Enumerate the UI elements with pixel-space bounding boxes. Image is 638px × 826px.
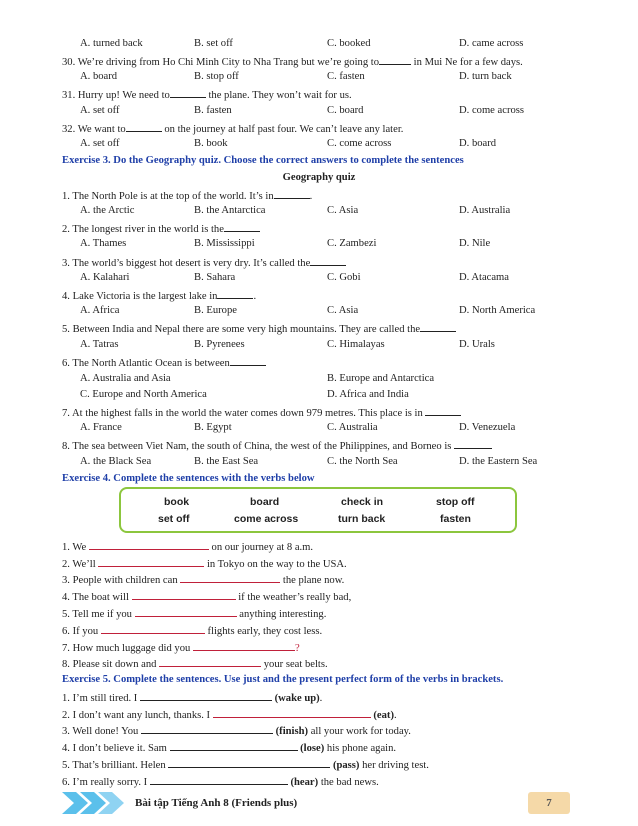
ex4-item-6-blank[interactable]: [101, 623, 205, 634]
verb-fasten: fasten: [440, 513, 471, 525]
q32-text: 32. We want to on the journey at half past four. We can’t leave any later.: [62, 121, 403, 136]
ex3-q2-option-b: B. Mississippi: [194, 238, 255, 249]
q29-option-c: C. booked: [327, 38, 371, 49]
verb-come-across: come across: [234, 513, 299, 525]
ex5-item-2: 2. I don’t want any lunch, thanks. I (eat).: [62, 707, 397, 722]
ex3-q7-option-a: A. France: [80, 422, 122, 433]
ex3-q7-option-d: D. Venezuela: [459, 422, 516, 433]
ex3-q6-blank[interactable]: [230, 355, 266, 366]
ex3-q3-option-b: B. Sahara: [194, 272, 236, 283]
ex5-item-4: 4. I don’t believe it. Sam (lose) his phone again.: [62, 740, 396, 755]
ex3-q1-blank[interactable]: [274, 188, 310, 199]
ex3-q5-blank[interactable]: [420, 321, 456, 332]
ex4-item-3-blank[interactable]: [180, 572, 280, 583]
ex3-q2-blank[interactable]: [224, 221, 260, 232]
ex4-item-7: 7. How much luggage did you ?: [62, 640, 300, 655]
ex3-q1-option-b: B. the Antarctica: [194, 205, 266, 216]
verb-box: [119, 487, 517, 533]
ex4-item-5: 5. Tell me if you anything interesting.: [62, 606, 326, 621]
double-chevron-icon: [62, 792, 124, 814]
ex3-q1-option-d: D. Australia: [459, 205, 511, 216]
ex3-q7-option-c: C. Australia: [327, 422, 378, 433]
ex3-q4-option-c: C. Asia: [327, 305, 359, 316]
ex3-q8-text: 8. The sea between Viet Nam, the south of China, the west of the Philippines, and Borneo is: [62, 438, 492, 453]
q30-text: 30. We’re driving from Ho Chi Minh City to Nha Trang but we’re going to in Mui Ne for a few days.: [62, 54, 523, 69]
q31-blank[interactable]: [170, 87, 206, 98]
ex3-q5-option-c: C. Himalayas: [327, 339, 385, 350]
ex5-item-5-blank[interactable]: [168, 757, 330, 768]
ex3-q4-option-a: A. Africa: [80, 305, 120, 316]
ex3-q5-option-b: B. Pyrenees: [194, 339, 245, 350]
ex4-item-7-blank[interactable]: [193, 640, 295, 651]
ex3-q6-option-b: B. Europe and Antarctica: [327, 373, 435, 384]
verb-set-off: set off: [158, 513, 190, 525]
ex3-q3-option-d: D. Atacama: [459, 272, 510, 283]
ex3-q1-option-a: A. the Arctic: [80, 205, 135, 216]
ex5-item-6-blank[interactable]: [150, 774, 288, 785]
ex4-item-6: 6. If you flights early, they cost less.: [62, 623, 322, 638]
ex3-q4-text: 4. Lake Victoria is the largest lake in .: [62, 288, 256, 303]
ex3-q5-text: 5. Between India and Nepal there are some very high mountains. They are called the: [62, 321, 456, 336]
ex3-q8-option-a: A. the Black Sea: [80, 456, 152, 467]
ex4-item-2: 2. We’ll in Tokyo on the way to the USA.: [62, 556, 347, 571]
geography-quiz-title: Geography quiz: [282, 172, 356, 183]
ex4-item-2-blank[interactable]: [98, 556, 204, 567]
ex4-item-1: 1. We on our journey at 8 a.m.: [62, 539, 313, 554]
ex3-q3-blank[interactable]: [310, 255, 346, 266]
q30-option-b: B. stop off: [194, 71, 239, 82]
exercise-3-heading: Exercise 3. Do the Geography quiz. Choose the correct answers to complete the sentences: [62, 155, 464, 166]
q29-option-b: B. set off: [194, 38, 233, 49]
q29-option-d: D. came across: [459, 38, 524, 49]
ex5-item-5: 5. That’s brilliant. Helen (pass) her driving test.: [62, 757, 429, 772]
verb-check-in: check in: [341, 496, 384, 508]
ex4-item-4-blank[interactable]: [132, 589, 236, 600]
q30-option-c: C. fasten: [327, 71, 365, 82]
ex3-q7-option-b: B. Egypt: [194, 422, 232, 433]
ex3-q3-option-c: C. Gobi: [327, 272, 361, 283]
ex3-q2-option-d: D. Nile: [459, 238, 491, 249]
q32-option-b: B. book: [194, 138, 228, 149]
q31-option-a: A. set off: [80, 105, 120, 116]
ex5-item-3-blank[interactable]: [141, 723, 273, 734]
q32-option-c: C. come across: [327, 138, 392, 149]
ex3-q3-text: 3. The world’s biggest hot desert is very dry. It’s called the: [62, 255, 346, 270]
footer-book-title: Bài tập Tiếng Anh 8 (Friends plus): [135, 797, 298, 809]
ex5-item-1: 1. I’m still tired. I (wake up).: [62, 690, 322, 705]
ex3-q3-option-a: A. Kalahari: [80, 272, 130, 283]
ex4-item-1-blank[interactable]: [89, 539, 209, 550]
ex3-q2-text: 2. The longest river in the world is the: [62, 221, 260, 236]
ex3-q2-option-c: C. Zambezi: [327, 238, 377, 249]
q31-option-d: D. come across: [459, 105, 525, 116]
ex3-q7-blank[interactable]: [425, 405, 461, 416]
ex3-q8-option-c: C. the North Sea: [327, 456, 398, 467]
ex5-item-6: 6. I’m really sorry. I (hear) the bad news.: [62, 774, 379, 789]
q30-option-a: A. board: [80, 71, 118, 82]
ex3-q4-option-b: B. Europe: [194, 305, 237, 316]
ex3-q4-blank[interactable]: [217, 288, 253, 299]
ex3-q2-option-a: A. Thames: [80, 238, 127, 249]
q32-option-d: D. board: [459, 138, 497, 149]
q32-option-a: A. set off: [80, 138, 120, 149]
ex3-q6-text: 6. The North Atlantic Ocean is between: [62, 355, 266, 370]
ex5-item-2-blank[interactable]: [213, 707, 371, 718]
verb-book: book: [164, 496, 190, 508]
q31-option-b: B. fasten: [194, 105, 232, 116]
ex3-q1-option-c: C. Asia: [327, 205, 359, 216]
ex3-q5-option-d: D. Urals: [459, 339, 495, 350]
verb-turn-back: turn back: [338, 513, 386, 525]
ex3-q6-option-c: C. Europe and North America: [80, 389, 207, 400]
ex4-item-4: 4. The boat will if the weather’s really bad,: [62, 589, 351, 604]
exercise-5-heading: Exercise 5. Complete the sentences. Use just and the present perfect form of the verbs in brackets.: [62, 674, 504, 685]
ex3-q6-option-a: A. Australia and Asia: [80, 373, 171, 384]
ex3-q4-option-d: D. North America: [459, 305, 536, 316]
ex5-item-4-blank[interactable]: [170, 740, 298, 751]
ex4-item-5-blank[interactable]: [135, 606, 237, 617]
ex3-q8-option-b: B. the East Sea: [194, 456, 259, 467]
ex3-q1-text: 1. The North Pole is at the top of the world. It’s in .: [62, 188, 312, 203]
ex3-q8-blank[interactable]: [454, 438, 492, 449]
ex5-item-3: 3. Well done! You (finish) all your work for today.: [62, 723, 411, 738]
verb-board: board: [250, 496, 280, 508]
ex4-item-3: 3. People with children can the plane now.: [62, 572, 344, 587]
exercise-4-heading: Exercise 4. Complete the sentences with the verbs below: [62, 473, 315, 484]
ex3-q6-option-d: D. Africa and India: [327, 389, 409, 400]
verb-stop-off: stop off: [436, 496, 475, 508]
ex3-q7-text: 7. At the highest falls in the world the water comes down 979 metres. This place is in: [62, 405, 461, 420]
page-number-badge: 7: [528, 792, 570, 814]
q29-option-a: A. turned back: [80, 38, 143, 49]
q31-text: 31. Hurry up! We need to the plane. They won’t wait for us.: [62, 87, 352, 102]
q31-option-c: C. board: [327, 105, 364, 116]
q32-blank[interactable]: [126, 121, 162, 132]
ex4-item-8: 8. Please sit down and your seat belts.: [62, 656, 328, 671]
ex3-q5-option-a: A. Tatras: [80, 339, 119, 350]
q30-blank[interactable]: [379, 54, 411, 65]
ex4-item-8-blank[interactable]: [159, 656, 261, 667]
q30-option-d: D. turn back: [459, 71, 512, 82]
ex5-item-1-blank[interactable]: [140, 690, 272, 701]
ex3-q8-option-d: D. the Eastern Sea: [459, 456, 538, 467]
